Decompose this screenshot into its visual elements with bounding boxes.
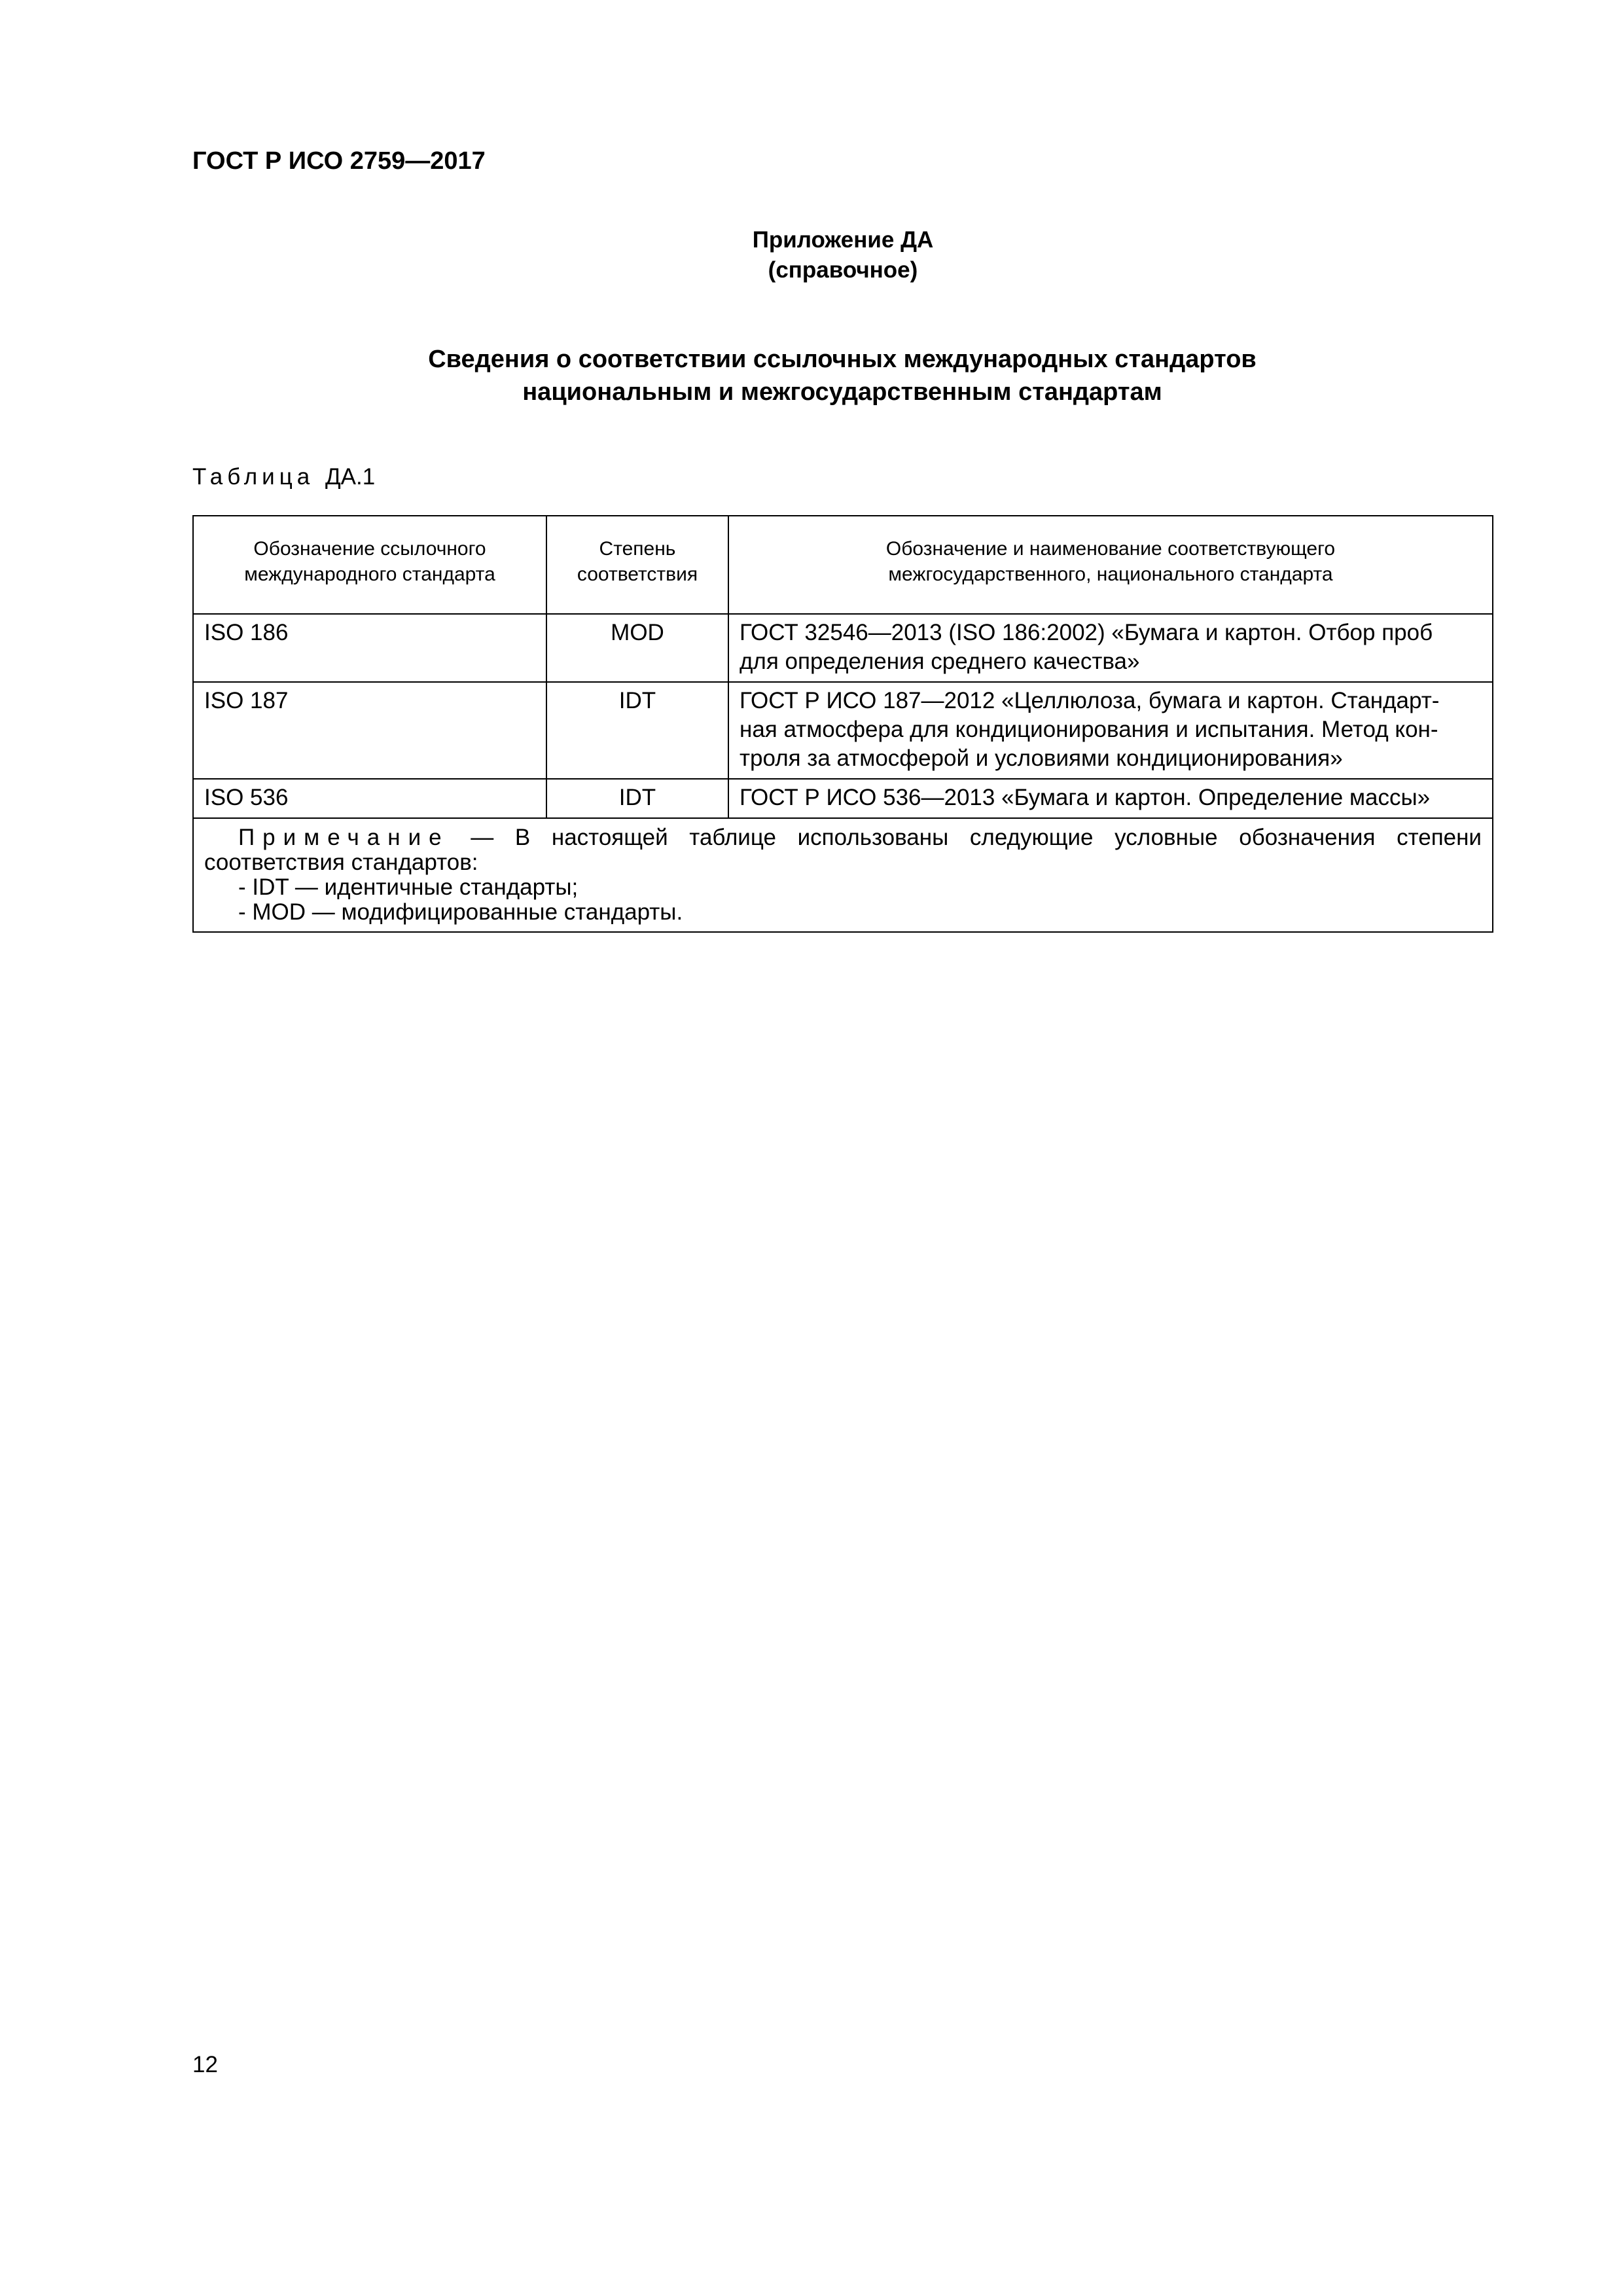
cell-national-standard: ГОСТ 32546—2013 (ISO 186:2002) «Бумага и картон. Отбор проб для определения среднего качества» [728, 614, 1493, 682]
cell-national-standard: ГОСТ Р ИСО 187—2012 «Целлюлоза, бумага и картон. Стандарт- ная атмосфера для кондиционирования и испытания. Метод кон- троля за атмосферой и условиями кондиционирования» [728, 682, 1493, 779]
annex-type: (справочное) [768, 257, 918, 283]
note-body: — В настоящей таблице использованы следующие условные обозначения степени соответствия стандартов: [204, 825, 1482, 875]
annex-label: Приложение ДА [752, 227, 934, 253]
note-text [204, 825, 1482, 875]
header-separator-row [193, 607, 1493, 614]
cell-degree: IDT [546, 682, 728, 779]
note-label: Примечание [238, 825, 450, 850]
table-note-row [193, 818, 1493, 932]
standards-table [192, 515, 1493, 933]
standards-table-wrapper [192, 515, 1492, 933]
header-degree: Степень соответствия [546, 516, 728, 607]
table-row [193, 682, 1493, 779]
cell-reference: ISO 187 [193, 682, 546, 779]
note-item-idt: - IDT — идентичные стандарты; [238, 874, 579, 900]
header-reference-standard: Обозначение ссылочного международного стандарта [193, 516, 546, 607]
cell-reference: ISO 186 [193, 614, 546, 682]
annex-title [192, 343, 1492, 408]
table-caption [192, 463, 375, 491]
table-row [193, 779, 1493, 818]
table-row [193, 614, 1493, 682]
table-note [193, 818, 1493, 932]
annex-title-line-2: национальным и межгосударственным стандартам [522, 378, 1162, 406]
page-number: 12 [192, 2052, 218, 2077]
document-header: ГОСТ Р ИСО 2759—2017 [192, 147, 486, 175]
cell-degree: MOD [546, 614, 728, 682]
table-caption-word: Таблица [192, 464, 315, 490]
header-national-standard: Обозначение и наименование соответствующего межгосударственного, национального стандарта [728, 516, 1493, 607]
cell-reference: ISO 536 [193, 779, 546, 818]
note-item-mod: - MOD — модифицированные стандарты. [238, 899, 683, 925]
cell-degree: IDT [546, 779, 728, 818]
annex-title-line-1: Сведения о соответствии ссылочных международных стандартов [428, 346, 1257, 373]
table-caption-number: ДА.1 [325, 464, 376, 490]
table-header-row [193, 516, 1493, 607]
cell-national-standard: ГОСТ Р ИСО 536—2013 «Бумага и картон. Определение массы» [728, 779, 1493, 818]
annex-label-block [510, 225, 1175, 285]
